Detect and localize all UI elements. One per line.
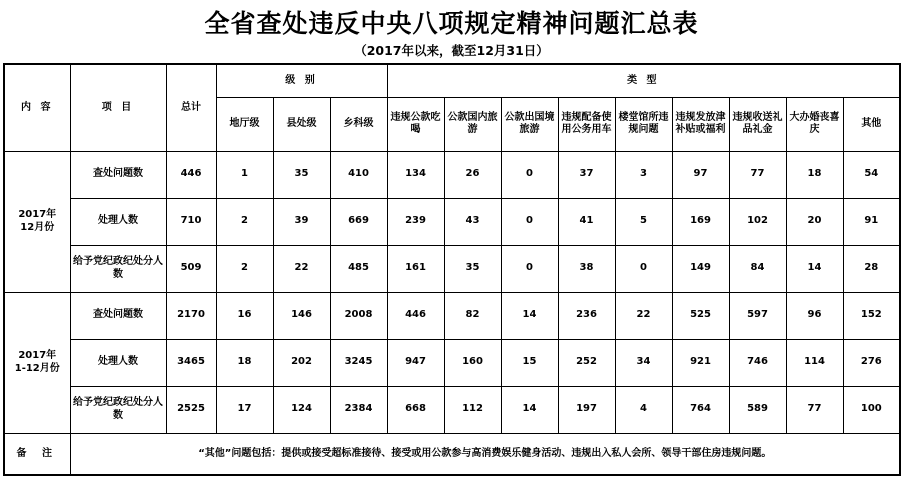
table-cell: 34 [615, 339, 672, 386]
table-cell: 1 [216, 151, 273, 198]
table-cell: 668 [387, 386, 444, 433]
table-cell: 2525 [166, 386, 216, 433]
table-row [4, 198, 900, 245]
period-label: 2017年 12月份 [4, 151, 70, 292]
table-cell: 710 [166, 198, 216, 245]
table-cell: 509 [166, 245, 216, 292]
table-cell: 446 [387, 292, 444, 339]
summary-table [3, 63, 901, 476]
table-cell: 236 [558, 292, 615, 339]
row-item-label: 查处问题数 [70, 292, 166, 339]
table-cell: 5 [615, 198, 672, 245]
header-total: 总计 [166, 64, 216, 151]
table-cell: 18 [786, 151, 843, 198]
header-type-8: 大办婚丧喜庆 [786, 97, 843, 151]
table-cell: 2008 [330, 292, 387, 339]
table-cell: 0 [501, 245, 558, 292]
table-cell: 35 [444, 245, 501, 292]
header-level-group: 级 别 [216, 64, 387, 97]
table-cell: 16 [216, 292, 273, 339]
table-cell: 112 [444, 386, 501, 433]
header-type-9: 其他 [843, 97, 900, 151]
table-cell: 14 [786, 245, 843, 292]
table-cell: 91 [843, 198, 900, 245]
row-item-label: 处理人数 [70, 198, 166, 245]
table-cell: 26 [444, 151, 501, 198]
note-label: 备 注 [4, 433, 70, 475]
table-cell: 197 [558, 386, 615, 433]
table-cell: 597 [729, 292, 786, 339]
table-cell: 77 [786, 386, 843, 433]
table-cell: 2170 [166, 292, 216, 339]
table-cell: 2 [216, 245, 273, 292]
table-cell: 525 [672, 292, 729, 339]
table-cell: 96 [786, 292, 843, 339]
page-subtitle: （2017年以来，截至12月31日） [354, 43, 549, 58]
header-level-3: 乡科级 [330, 97, 387, 151]
table-cell: 4 [615, 386, 672, 433]
table-cell: 485 [330, 245, 387, 292]
period-label: 2017年 1-12月份 [4, 292, 70, 433]
header-type-5: 楼堂馆所违规问题 [615, 97, 672, 151]
page-title: 全省查处违反中央八项规定精神问题汇总表 [204, 9, 699, 38]
table-cell: 2384 [330, 386, 387, 433]
table-cell: 169 [672, 198, 729, 245]
row-item-label: 查处问题数 [70, 151, 166, 198]
table-cell: 669 [330, 198, 387, 245]
table-cell: 146 [273, 292, 330, 339]
table-row [4, 386, 900, 433]
header-type-1: 违规公款吃喝 [387, 97, 444, 151]
table-cell: 18 [216, 339, 273, 386]
table-cell: 589 [729, 386, 786, 433]
table-row [4, 245, 900, 292]
table-cell: 38 [558, 245, 615, 292]
table-cell: 252 [558, 339, 615, 386]
table-cell: 37 [558, 151, 615, 198]
header-level-1: 地厅级 [216, 97, 273, 151]
table-cell: 410 [330, 151, 387, 198]
table-cell: 20 [786, 198, 843, 245]
header-item: 项 目 [70, 64, 166, 151]
table-cell: 2 [216, 198, 273, 245]
table-cell: 39 [273, 198, 330, 245]
table-cell: 22 [615, 292, 672, 339]
table-cell: 100 [843, 386, 900, 433]
table-cell: 161 [387, 245, 444, 292]
table-cell: 276 [843, 339, 900, 386]
table-cell: 160 [444, 339, 501, 386]
table-cell: 3245 [330, 339, 387, 386]
row-item-label: 给予党纪政纪处分人数 [70, 386, 166, 433]
table-cell: 15 [501, 339, 558, 386]
row-item-label: 给予党纪政纪处分人数 [70, 245, 166, 292]
note-text: “其他”问题包括：提供或接受超标准接待、接受或用公款参与高消费娱乐健身活动、违规出入私人会所、领导干部住房违规问题。 [70, 433, 900, 475]
table-cell: 921 [672, 339, 729, 386]
table-cell: 84 [729, 245, 786, 292]
row-item-label: 处理人数 [70, 339, 166, 386]
header-type-7: 违规收送礼品礼金 [729, 97, 786, 151]
table-cell: 149 [672, 245, 729, 292]
table-cell: 114 [786, 339, 843, 386]
table-cell: 43 [444, 198, 501, 245]
table-cell: 239 [387, 198, 444, 245]
table-cell: 35 [273, 151, 330, 198]
table-cell: 14 [501, 386, 558, 433]
table-cell: 3 [615, 151, 672, 198]
header-type-4: 违规配备使用公务用车 [558, 97, 615, 151]
table-row [4, 292, 900, 339]
table-cell: 134 [387, 151, 444, 198]
table-cell: 54 [843, 151, 900, 198]
table-cell: 947 [387, 339, 444, 386]
table-cell: 152 [843, 292, 900, 339]
table-cell: 28 [843, 245, 900, 292]
table-cell: 97 [672, 151, 729, 198]
table-cell: 0 [501, 198, 558, 245]
table-cell: 82 [444, 292, 501, 339]
header-level-2: 县处级 [273, 97, 330, 151]
header-type-2: 公款国内旅游 [444, 97, 501, 151]
table-cell: 102 [729, 198, 786, 245]
header-type-3: 公款出国境旅游 [501, 97, 558, 151]
table-cell: 746 [729, 339, 786, 386]
table-row [4, 151, 900, 198]
table-cell: 446 [166, 151, 216, 198]
table-cell: 764 [672, 386, 729, 433]
table-cell: 14 [501, 292, 558, 339]
table-cell: 22 [273, 245, 330, 292]
table-cell: 124 [273, 386, 330, 433]
table-cell: 17 [216, 386, 273, 433]
header-content: 内 容 [4, 64, 70, 151]
header-type-group: 类 型 [387, 64, 900, 97]
table-row [4, 339, 900, 386]
table-cell: 3465 [166, 339, 216, 386]
table-cell: 0 [501, 151, 558, 198]
table-cell: 41 [558, 198, 615, 245]
table-cell: 0 [615, 245, 672, 292]
table-cell: 202 [273, 339, 330, 386]
header-type-6: 违规发放津补贴或福利 [672, 97, 729, 151]
table-cell: 77 [729, 151, 786, 198]
